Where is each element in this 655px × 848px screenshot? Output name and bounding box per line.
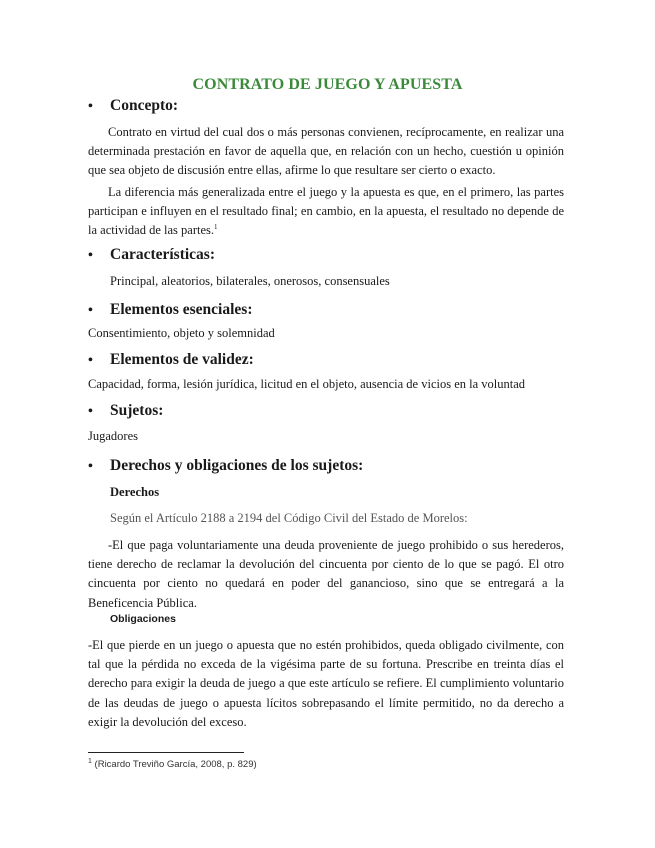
heading-label: Características: xyxy=(110,246,216,263)
heading-elementos-esenciales xyxy=(88,300,252,321)
subheading-obligaciones: Obligaciones xyxy=(110,613,176,625)
paragraph-derechos: -El que paga voluntariamente una deuda proveniente de juego prohibido o sus herederos, tiene derecho de reclamar la devolución del cincuenta por ciento de lo que se pagó. El otro cincuenta por ciento no quedará en poder del ganancioso, sino que se entregará a la Beneficencia Pública. xyxy=(88,538,564,610)
heading-sujetos xyxy=(88,401,163,422)
paragraph-text: La diferencia más generalizada entre el juego y la apuesta es que, en el primero, las partes participan e influyen en el resultado final; en cambio, en la apuesta, el resultado no depende de la actividad de las partes. xyxy=(88,185,564,238)
heading-caracteristicas xyxy=(88,245,215,266)
footnote-text: (Ricardo Treviño García, 2008, p. 829) xyxy=(91,759,257,770)
heading-label: Elementos esenciales: xyxy=(110,301,253,318)
bullet-icon: • xyxy=(88,353,93,368)
bullet-icon: • xyxy=(88,404,93,419)
text-sujetos: Jugadores xyxy=(88,429,138,443)
subheading-derechos: Derechos xyxy=(110,485,160,499)
heading-label: Concepto: xyxy=(110,97,179,114)
heading-label: Derechos y obligaciones de los sujetos: xyxy=(110,457,364,474)
footnote-mark: 1 xyxy=(88,757,92,765)
footnote-reference[interactable]: 1 xyxy=(214,223,218,232)
footnote xyxy=(88,759,257,770)
bullet-icon: • xyxy=(88,459,93,474)
document-title: CONTRATO DE JUEGO Y APUESTA xyxy=(192,76,463,93)
heading-derechos-obligaciones xyxy=(88,456,363,477)
text-elementos-esenciales: Consentimiento, objeto y solemnidad xyxy=(88,326,275,340)
heading-concepto xyxy=(88,96,178,117)
heading-elementos-validez xyxy=(88,350,254,371)
paragraph-concepto-difference xyxy=(88,183,564,241)
footnote-divider xyxy=(88,752,244,753)
heading-label: Sujetos: xyxy=(110,402,164,419)
paragraph-obligaciones: -El que pierde en un juego o apuesta que no estén prohibidos, queda obligado civilmente, con tal que la pérdida no exceda de la vigésima parte de su fortuna. Prescribe en treinta días el derecho para exigir la deuda de juego a que este artículo se refiere. El cumplimiento voluntario de las deudas de juego o apuesta lícitos sobrepasando el límite permitido, no da derecho a exigir la devolución del exceso. xyxy=(88,638,564,729)
text-caracteristicas: Principal, aleatorios, bilaterales, onerosos, consensuales xyxy=(110,274,390,288)
bullet-icon: • xyxy=(88,99,93,114)
text-source-article: Según el Artículo 2188 a 2194 del Código Civil del Estado de Morelos: xyxy=(110,511,468,525)
bullet-icon: • xyxy=(88,303,93,318)
text-elementos-validez: Capacidad, forma, lesión jurídica, licitud en el objeto, ausencia de vicios en la voluntad xyxy=(88,377,526,391)
heading-label: Elementos de validez: xyxy=(110,351,254,368)
bullet-icon: • xyxy=(88,248,93,263)
paragraph-concepto-definition: Contrato en virtud del cual dos o más personas convienen, recíprocamente, en realizar una determinada prestación en favor de aquella que, en relación con un hecho, cuestión u opinión que sea objeto de discusión entre ellas, afirme lo que resultare ser cierto o exacto. xyxy=(88,125,564,178)
